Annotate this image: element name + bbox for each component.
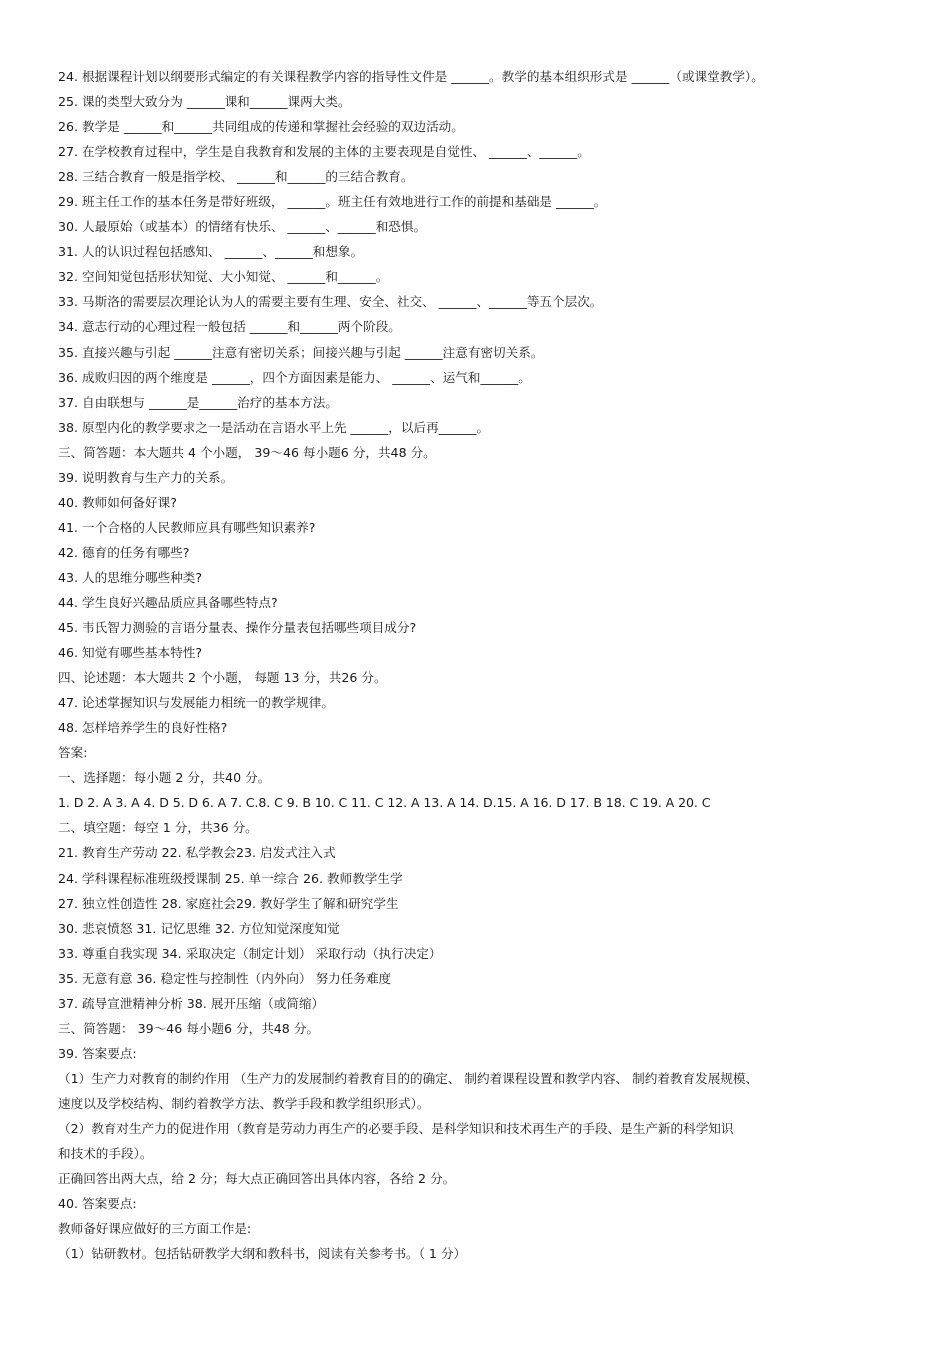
text-line: 28. 三结合教育一般是指学校、 ______和______的三结合教育。 bbox=[58, 169, 414, 185]
text-line: （1）钻研教材。包括钻研教学大纲和教科书，阅读有关参考书。（ 1 分） bbox=[58, 1246, 467, 1262]
text-line: （2）教育对生产力的促进作用（教育是劳动力再生产的必要手段、是科学知识和技术再生产的手段、是生产新的科学知识 bbox=[58, 1120, 734, 1136]
text-line: 48. 怎样培养学生的良好性格? bbox=[58, 720, 228, 736]
text-line: 47. 论述掌握知识与发展能力相统一的教学规律。 bbox=[58, 695, 334, 711]
text-line: 46. 知觉有哪些基本特性? bbox=[58, 645, 203, 661]
document-text bbox=[58, 64, 908, 1266]
text-line: 27. 独立性创造性 28. 家庭社会29. 教好学生了解和研究学生 bbox=[58, 895, 399, 911]
text-line: 一、选择题：每小题 2 分，共40 分。 bbox=[58, 770, 271, 786]
text-line: 40. 教师如何备好课? bbox=[58, 494, 177, 510]
text-line: 32. 空间知觉包括形状知觉、大小知觉、 ______和______。 bbox=[58, 269, 389, 285]
text-line: 四、论述题：本大题共 2 个小题， 每题 13 分，共26 分。 bbox=[58, 670, 387, 686]
text-line: 39. 说明教育与生产力的关系。 bbox=[58, 469, 234, 485]
text-line: 34. 意志行动的心理过程一般包括 ______和______两个阶段。 bbox=[58, 319, 401, 335]
text-line: 33. 尊重自我实现 34. 采取决定（制定计划） 采取行动（执行决定） bbox=[58, 945, 442, 961]
text-line: 36. 成败归因的两个维度是 ______，四个方面因素是能力、 ______、运气和______。 bbox=[58, 369, 531, 385]
text-line: 35. 无意有意 36. 稳定性与控制性（内外向） 努力任务难度 bbox=[58, 970, 392, 986]
text-line: 33. 马斯洛的需要层次理论认为人的需要主要有生理、安全、社交、 ______、______等五个层次。 bbox=[58, 294, 603, 310]
text-line: 答案: bbox=[58, 745, 88, 761]
text-line: 37. 自由联想与 ______是______治疗的基本方法。 bbox=[58, 394, 338, 410]
text-line: 42. 德育的任务有哪些? bbox=[58, 544, 190, 560]
text-line: 45. 韦氏智力测验的言语分量表、操作分量表包括哪些项目成分? bbox=[58, 620, 417, 636]
text-line: 1. D 2. A 3. A 4. D 5. D 6. A 7. C.8. C 9. B 10. C 11. C 12. A 13. A 14. D.15. A 16. D 17. B 18. C 19. A 20. C bbox=[58, 795, 711, 811]
text-line: 正确回答出两大点，给 2 分；每大点正确回答出具体内容，各给 2 分。 bbox=[58, 1171, 456, 1187]
text-line: 44. 学生良好兴趣品质应具备哪些特点? bbox=[58, 594, 278, 610]
text-line: 35. 直接兴趣与引起 ______注意有密切关系；间接兴趣与引起 ______注意有密切关系。 bbox=[58, 344, 544, 360]
text-line: 41. 一个合格的人民教师应具有哪些知识素养? bbox=[58, 519, 316, 535]
text-line: 37. 疏导宣泄精神分析 38. 展开压缩（或简缩） bbox=[58, 995, 325, 1011]
text-line: 25. 课的类型大致分为 ______课和______课两大类。 bbox=[58, 94, 351, 110]
text-line: 43. 人的思维分哪些种类? bbox=[58, 569, 203, 585]
text-line: 39. 答案要点: bbox=[58, 1045, 137, 1061]
text-line: 40. 答案要点: bbox=[58, 1196, 137, 1212]
text-line: 26. 教学是 ______和______共同组成的传递和掌握社会经验的双边活动。 bbox=[58, 119, 464, 135]
text-line: 24. 根据课程计划以纲要形式编定的有关课程教学内容的指导性文件是 ______。教学的基本组织形式是 ______（或课堂教学）。 bbox=[58, 69, 764, 84]
text-line: 31. 人的认识过程包括感知、 ______、______和想象。 bbox=[58, 244, 364, 260]
text-line: 21. 教育生产劳动 22. 私学教会23. 启发式注入式 bbox=[58, 845, 336, 861]
text-line: 30. 悲哀愤怒 31. 记忆思维 32. 方位知觉深度知觉 bbox=[58, 920, 340, 936]
text-line: 三、简答题：本大题共 4 个小题， 39～46 每小题6 分，共48 分。 bbox=[58, 444, 436, 460]
text-line: 30. 人最原始（或基本）的情绪有快乐、 ______、______和恐惧。 bbox=[58, 219, 427, 235]
text-line: 教师备好课应做好的三方面工作是: bbox=[58, 1221, 252, 1237]
text-line: 和技术的手段）。 bbox=[58, 1146, 153, 1162]
text-line: 速度以及学校结构、制约着教学方法、教学手段和教学组织形式）。 bbox=[58, 1095, 430, 1111]
text-line: 二、填空题：每空 1 分，共36 分。 bbox=[58, 820, 258, 836]
text-line: 三、简答题： 39～46 每小题6 分，共48 分。 bbox=[58, 1020, 320, 1036]
text-line: 27. 在学校教育过程中，学生是自我教育和发展的主体的主要表现是自觉性、 ______、______。 bbox=[58, 144, 590, 160]
text-line: 38. 原型内化的教学要求之一是活动在言语水平上先 ______，以后再______。 bbox=[58, 419, 490, 435]
text-line: 24. 学科课程标准班级授课制 25. 单一综合 26. 教师教学生学 bbox=[58, 870, 403, 886]
text-line: 29. 班主任工作的基本任务是带好班级， ______。班主任有效地进行工作的前提和基础是 ______。 bbox=[58, 194, 607, 210]
text-line: （1）生产力对教育的制约作用 （生产力的发展制约着教育目的的确定、 制约着课程设置和教学内容、 制约着教育发展规模、 bbox=[58, 1070, 759, 1086]
